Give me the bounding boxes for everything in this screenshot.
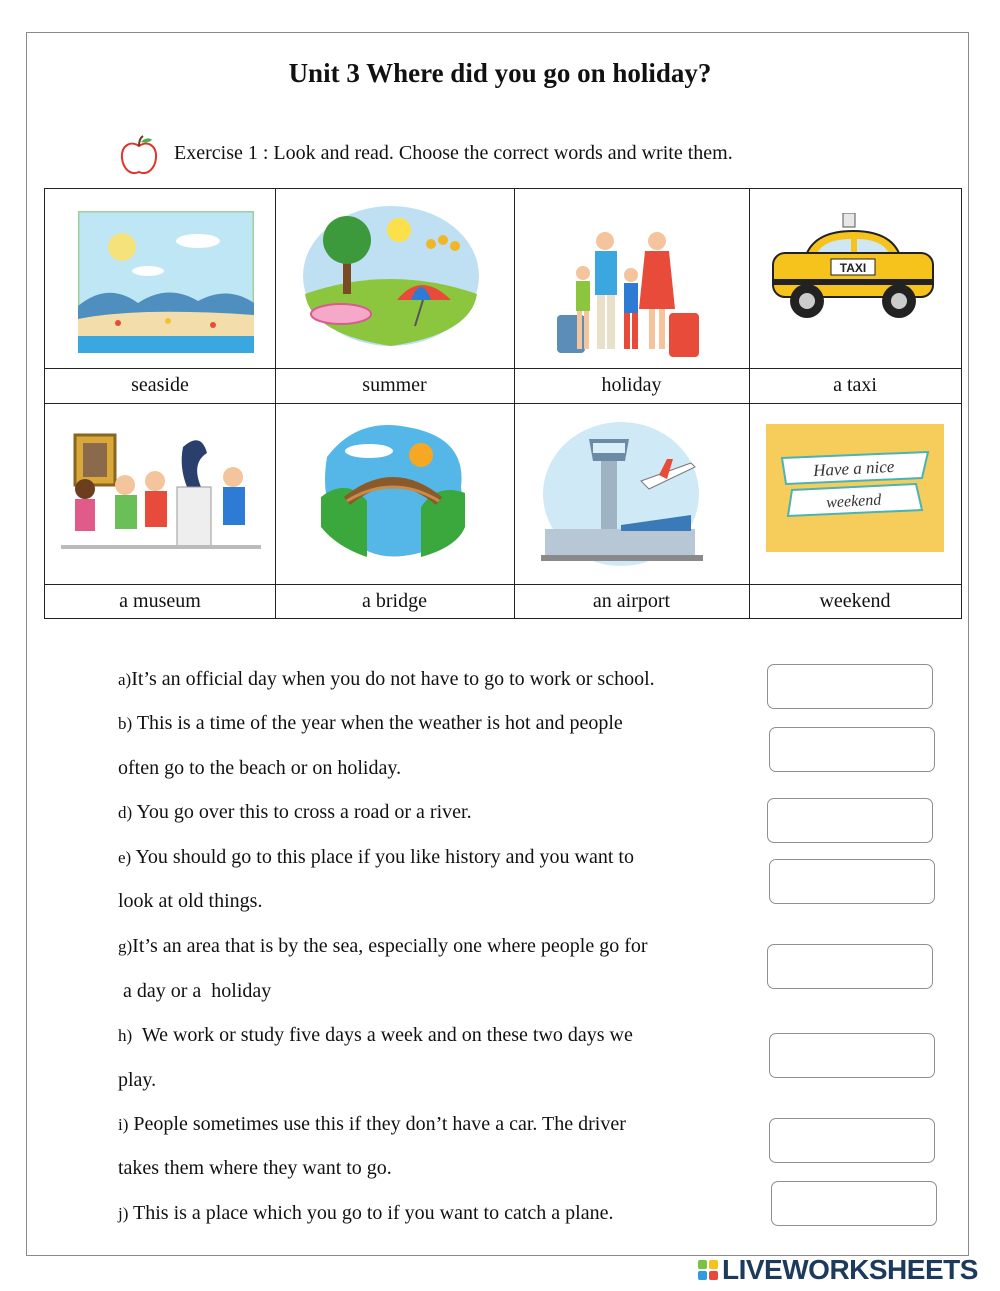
- question-e: e) You should go to this place if you like history and you want to: [118, 846, 634, 868]
- seaside-picture: [78, 211, 254, 353]
- apple-icon: [118, 134, 160, 178]
- page-title: Unit 3 Where did you go on holiday?: [288, 58, 712, 88]
- question-g-line2: a day or a holiday: [118, 980, 272, 1002]
- summer-picture: [301, 204, 481, 348]
- weekend-banner-line2: weekend: [825, 491, 882, 512]
- picture-label-taxi: a taxi: [833, 374, 877, 396]
- question-b: b) This is a time of the year when the weather is hot and people: [118, 712, 623, 734]
- exercise-instruction: Exercise 1 : Look and read. Choose the correct words and write them.: [174, 142, 733, 164]
- liveworksheets-logo[interactable]: [698, 1254, 978, 1286]
- bridge-picture: [317, 417, 469, 567]
- taxi-picture: [767, 213, 939, 331]
- answer-box-g[interactable]: [767, 944, 933, 989]
- answer-box-a[interactable]: [767, 664, 933, 709]
- question-d: d) You go over this to cross a road or a river.: [118, 801, 472, 823]
- answer-box-d[interactable]: [767, 798, 933, 843]
- question-j: j) This is a place which you go to if you want to catch a plane.: [118, 1202, 614, 1224]
- picture-label-seaside: seaside: [131, 374, 189, 396]
- picture-table: [44, 188, 962, 619]
- picture-label-bridge: a bridge: [362, 590, 427, 612]
- answer-box-h[interactable]: [769, 1033, 935, 1078]
- family-holiday-picture: [549, 229, 709, 363]
- logo-mark-icon: [698, 1260, 718, 1280]
- picture-label-museum: a museum: [119, 590, 201, 612]
- picture-label-weekend: weekend: [819, 590, 891, 612]
- question-e-line2: look at old things.: [118, 890, 263, 912]
- answer-box-b[interactable]: [769, 727, 935, 772]
- question-i-line2: takes them where they want to go.: [118, 1157, 392, 1179]
- picture-label-holiday: holiday: [601, 374, 662, 396]
- question-h: h) We work or study five days a week and on these two days we: [118, 1024, 633, 1046]
- museum-picture: [61, 427, 261, 553]
- question-i: i) People sometimes use this if they don’t have a car. The driver: [118, 1113, 626, 1135]
- question-g: g)It’s an area that is by the sea, especially one where people go for: [118, 935, 648, 957]
- question-b-line2: often go to the beach or on holiday.: [118, 757, 402, 779]
- answer-box-i[interactable]: [769, 1118, 935, 1163]
- weekend-banner-picture: [766, 424, 944, 552]
- question-a: a)It’s an official day when you do not have to go to work or school.: [118, 668, 655, 690]
- picture-label-summer: summer: [362, 374, 427, 396]
- question-h-line2: play.: [118, 1069, 157, 1091]
- picture-label-airport: an airport: [592, 590, 671, 612]
- answer-box-e[interactable]: [769, 859, 935, 904]
- logo-text: LIVEWORKSHEETS: [722, 1254, 978, 1285]
- weekend-banner-line1: Have a nice: [812, 456, 895, 481]
- answer-box-j[interactable]: [771, 1181, 937, 1226]
- airport-picture: [541, 419, 703, 569]
- taxi-sign-text: TAXI: [839, 261, 867, 275]
